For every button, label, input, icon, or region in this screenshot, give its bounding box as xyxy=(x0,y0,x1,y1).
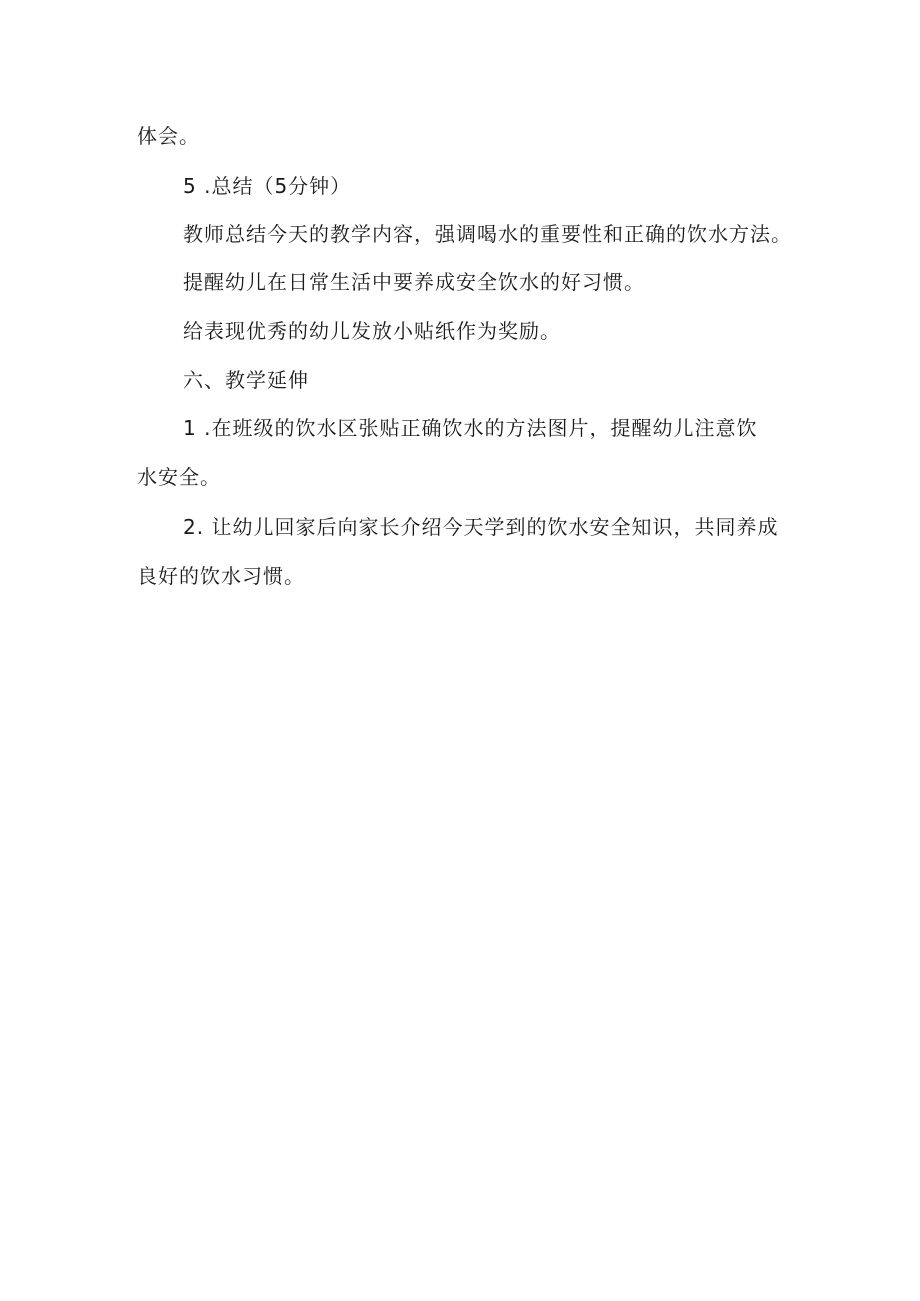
section-heading-summary: 5 .总结（5分钟） xyxy=(183,174,352,198)
list-item-2: 2. 让幼儿回家后向家长介绍今天学到的饮水安全知识，共同养成 xyxy=(183,515,779,539)
list-item-1: 1 .在班级的饮水区张贴正确饮水的方法图片，提醒幼儿注意饮 xyxy=(183,416,758,440)
paragraph-line: 提醒幼儿在日常生活中要养成安全饮水的好习惯。 xyxy=(183,270,645,294)
paragraph-line: 给表现优秀的幼儿发放小贴纸作为奖励。 xyxy=(183,319,561,343)
paragraph-line: 体会。 xyxy=(137,124,200,148)
section-heading-extension: 六、教学延伸 xyxy=(183,368,309,392)
paragraph-line: 教师总结今天的教学内容，强调喝水的重要性和正确的饮水方法。 xyxy=(183,222,792,246)
list-item-2-continued: 良好的饮水习惯。 xyxy=(137,564,305,588)
list-item-1-continued: 水安全。 xyxy=(137,465,221,489)
